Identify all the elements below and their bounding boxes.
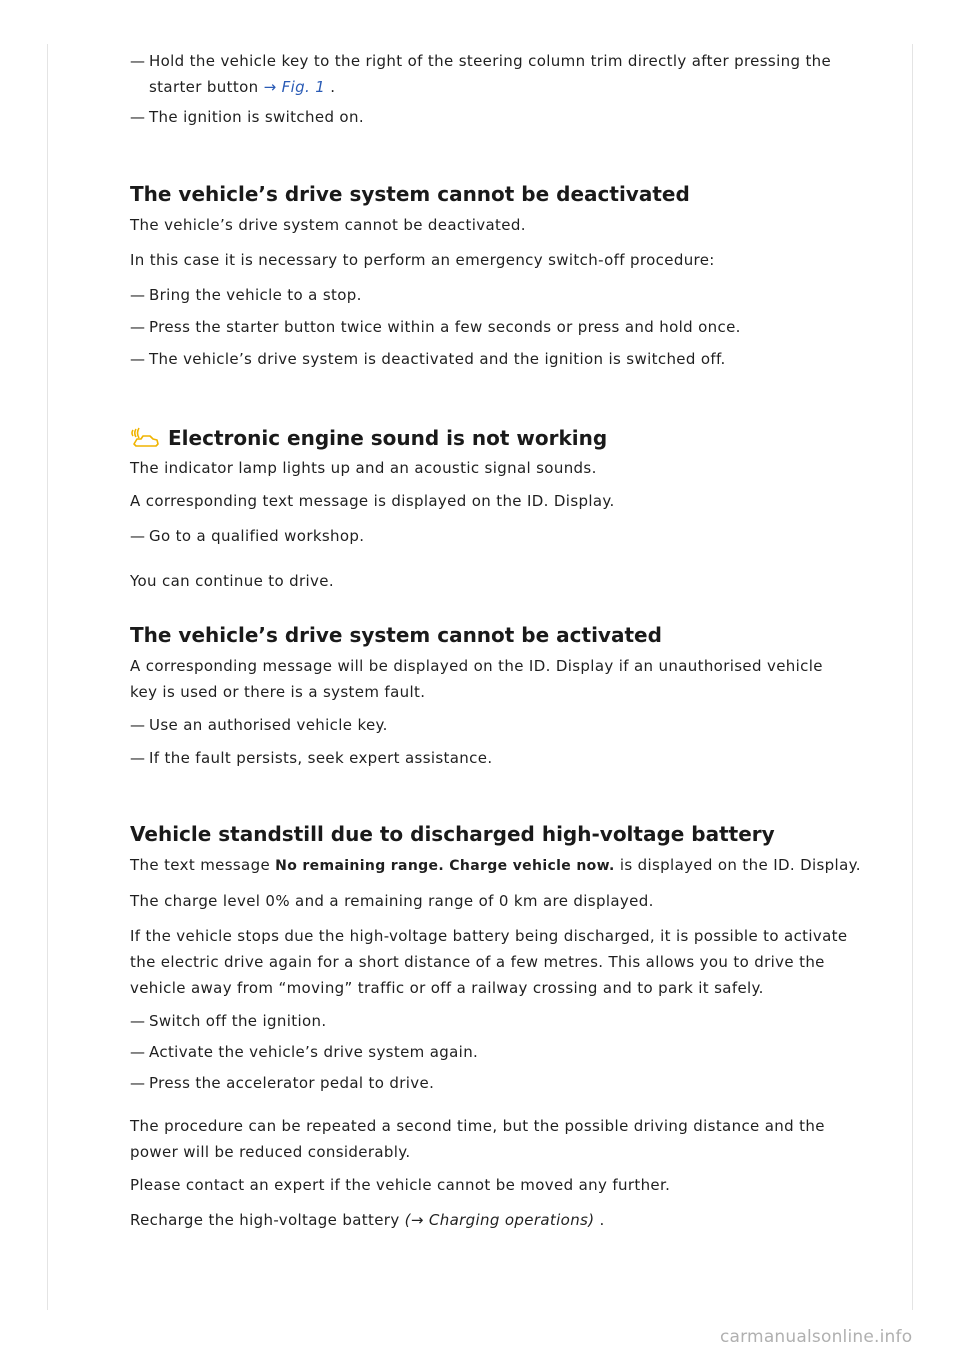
manual-page-content — [130, 48, 870, 1233]
step-item: — Go to a qualified workshop. — [130, 527, 365, 545]
paragraph: Please contact an expert if the vehicle cannot be moved any further. — [130, 1176, 671, 1194]
step-item: — If the fault persists, seek expert assistance. — [130, 749, 493, 767]
heading-engine-sound: Electronic engine sound is not working — [130, 424, 870, 452]
step-item: — Press the accelerator pedal to drive. — [130, 1074, 435, 1092]
paragraph: In this case it is necessary to perform an emergency switch-off procedure: — [130, 251, 715, 269]
paragraph: If the vehicle stops due the high-voltage battery being discharged, it is possible to activate the electric drive again for a short distance of a few metres. This allows you to drive the vehicle away from “moving” traffic or off a railway crossing and to park it safely. — [130, 927, 848, 997]
fig-1-link[interactable]: → Fig. 1 — [263, 78, 326, 96]
paragraph: The charge level 0% and a remaining range of 0 km are displayed. — [130, 892, 654, 910]
paragraph: The procedure can be repeated a second time, but the possible driving distance and the power will be reduced considerably. — [130, 1117, 825, 1161]
step-item: — Press the starter button twice within a few seconds or press and hold once. — [130, 318, 741, 336]
paragraph: The indicator lamp lights up and an acoustic signal sounds. — [130, 459, 597, 477]
step-hold-key: — Hold the vehicle key to the right of the steering column trim directly after pressing the starter button → Fig. 1 . — [130, 52, 832, 96]
page-left-rule — [47, 44, 48, 1310]
step-ignition-on: — The ignition is switched on. — [130, 108, 364, 126]
step-item: — Switch off the ignition. — [130, 1012, 327, 1030]
page-right-rule — [912, 44, 913, 1310]
watermark: carmanualsonline.info — [720, 1327, 913, 1347]
paragraph: Recharge the high-voltage battery (→ Charging operations) . — [130, 1211, 605, 1229]
paragraph: You can continue to drive. — [130, 572, 334, 590]
step-item: — Use an authorised vehicle key. — [130, 716, 388, 734]
message-text: No remaining range. Charge vehicle now. — [275, 858, 615, 874]
paragraph: A corresponding text message is displayed on the ID. Display. — [130, 492, 615, 510]
paragraph: The text message No remaining range. Charge vehicle now. is displayed on the ID. Display. — [130, 856, 861, 874]
engine-sound-warning-icon — [130, 427, 160, 449]
heading-vehicle-standstill: Vehicle standstill due to discharged high-voltage battery — [130, 822, 775, 846]
step-item: — Activate the vehicle’s drive system again. — [130, 1043, 479, 1061]
step-item: — The vehicle’s drive system is deactivated and the ignition is switched off. — [130, 350, 726, 368]
step-item: — Bring the vehicle to a stop. — [130, 286, 362, 304]
heading-cannot-deactivate: The vehicle’s drive system cannot be deactivated — [130, 182, 690, 206]
heading-cannot-activate: The vehicle’s drive system cannot be activated — [130, 623, 662, 647]
charging-operations-link[interactable]: (→ Charging operations) — [404, 1211, 595, 1229]
paragraph: The vehicle’s drive system cannot be deactivated. — [130, 216, 526, 234]
paragraph: A corresponding message will be displayed on the ID. Display if an unauthorised vehicle key is used or there is a system fault. — [130, 657, 823, 701]
